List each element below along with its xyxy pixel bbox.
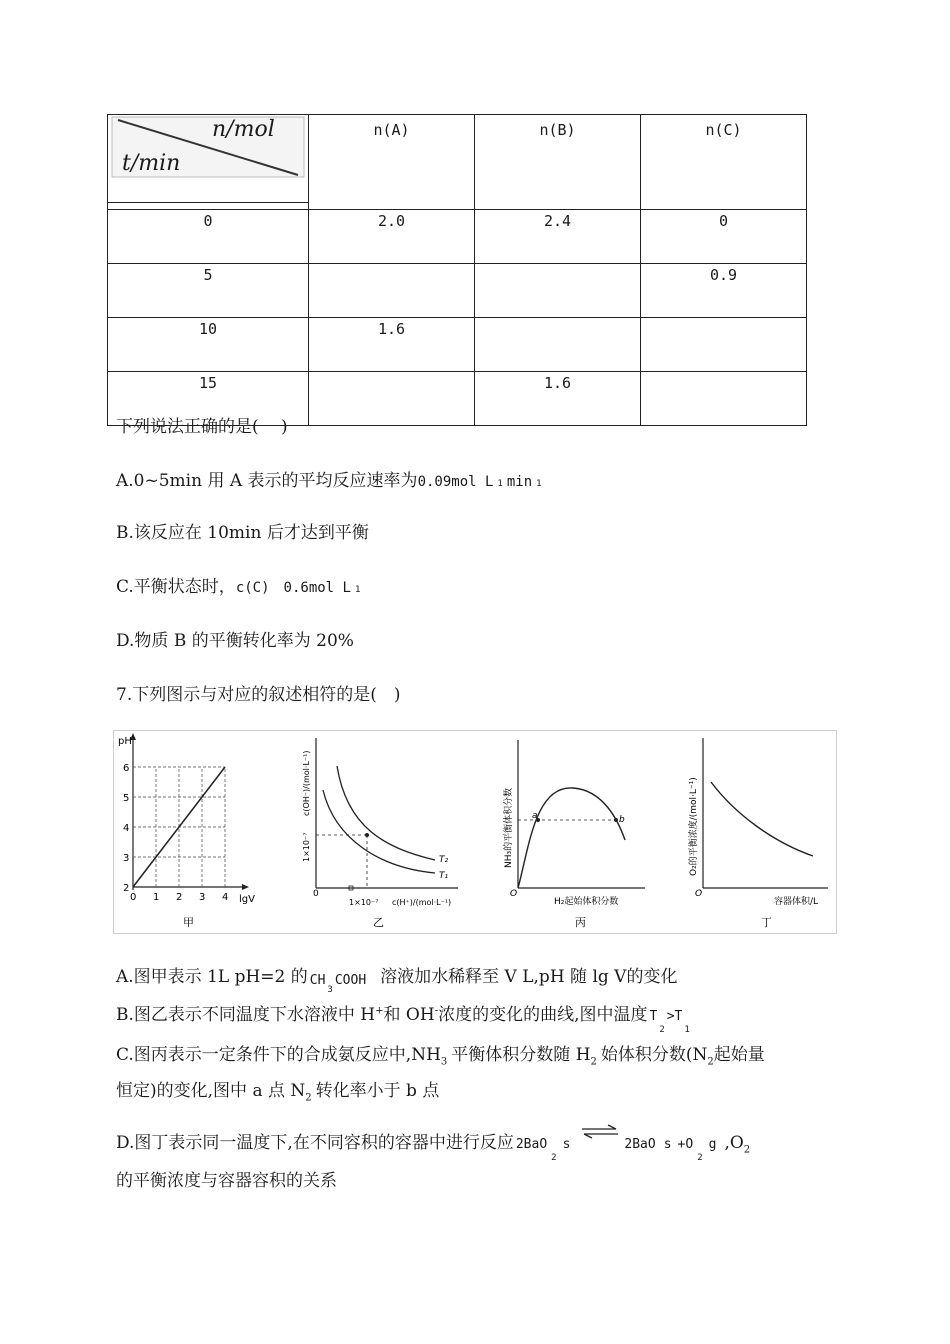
q7-b-post: 浓度的变化的曲线,图中温度 (438, 1005, 648, 1025)
q7-b-plus: + (375, 1005, 384, 1017)
table-row (108, 318, 807, 372)
q7-option-a (116, 962, 678, 995)
q7-c-mid: 平衡体积分数随 H (451, 1045, 591, 1065)
cell-t: 0 (108, 210, 309, 264)
bing-x-label: H₂起始体积分数 (554, 897, 619, 907)
q7-b-mid: 和 OH (383, 1005, 435, 1025)
cell-c (641, 372, 807, 426)
q6-option-a (116, 466, 542, 491)
q6-a-sup1: 1 (497, 479, 503, 489)
q6-stem: 下列说法正确的是( ) (116, 417, 288, 437)
data-table (107, 114, 807, 426)
q6-a-text: A.0~5min 用 A 表示的平均反应速率为 (116, 471, 418, 491)
q7-stem: 7.下列图示与对应的叙述相符的是( ) (116, 685, 401, 705)
q7-c2-sub: 2 (305, 1092, 312, 1104)
cell-c: 0.9 (641, 264, 807, 318)
q7-a-cooh: COOH (334, 973, 367, 988)
q7-figure (113, 730, 837, 934)
cell-a (309, 372, 475, 426)
table-header-row (108, 115, 807, 210)
q7-b-gt: >T (666, 1009, 683, 1024)
q7-option-d-line2: 的平衡浓度与容器容积的关系 (116, 1171, 337, 1191)
jia-y-tick-label: 2 (123, 883, 130, 894)
yi-caption: 乙 (373, 916, 384, 929)
cell-a: 1.6 (309, 318, 475, 372)
jia-x-tick-label: 4 (222, 892, 229, 903)
q6-option-b: B.该反应在 10min 后才达到平衡 (116, 523, 369, 543)
bing-label-a: a (532, 811, 538, 821)
q7-c-end: 起始量 (713, 1045, 765, 1065)
jia-y-tick-label: 6 (123, 763, 130, 774)
q7-d-g: g (708, 1137, 717, 1152)
q6-option-c (116, 572, 360, 597)
jia-x-tick-label: 2 (176, 892, 183, 903)
yi-y-tick: 1×10⁻⁷ (302, 832, 311, 862)
q7-d-p1: 2BaO (624, 1137, 656, 1152)
q7-d-s2: s (663, 1137, 672, 1152)
yi-x-tick: 1×10⁻⁷ (349, 898, 379, 907)
q7-c-nh3-sub: 3 (440, 1056, 448, 1068)
cell-a: 2.0 (309, 210, 475, 264)
ding-origin: O (695, 889, 703, 899)
cell-b: 1.6 (475, 372, 641, 426)
jia-x-label: lgV (239, 894, 255, 905)
header-n-mol: n/mol (212, 117, 275, 142)
q7-a-post: 溶液加水稀释至 V L,pH 随 lg V的变化 (380, 967, 678, 987)
bing-point-b (614, 818, 618, 822)
q7-b-minus: - (434, 1005, 439, 1017)
col-c-header: n(C) (641, 115, 807, 210)
q7-option-c-line2 (116, 1076, 439, 1103)
q7-c-pre: C.图丙表示一定条件下的合成氨反应中,NH (116, 1045, 441, 1065)
ding-caption: 丁 (761, 916, 772, 929)
table-row (108, 210, 807, 264)
bing-caption: 丙 (575, 916, 586, 929)
q7-option-b (116, 1000, 690, 1035)
q7-c-post: 始体积分数(N (600, 1045, 708, 1065)
col-a-header: n(A) (309, 115, 475, 210)
jia-y-tick-label: 5 (123, 793, 130, 804)
q7-a-sub: 3 (327, 985, 333, 995)
jia-x-tick-label: 3 (199, 892, 206, 903)
ding-y-label: O₂的平衡浓度/(mol·L⁻¹) (689, 777, 699, 876)
q6-c-sup: 1 (354, 585, 361, 595)
yi-y-label: c(OH⁻)/(mol·L⁻¹) (302, 750, 311, 816)
jia-y-tick-label: 4 (123, 823, 130, 834)
q7-option-d-line1 (116, 1128, 751, 1163)
q7-d-pre: D.图丁表示同一温度下,在不同容积的容器中进行反应 (116, 1133, 514, 1153)
q7-b-t1-sub: 1 (684, 1025, 690, 1035)
jia-y-label: pH (118, 736, 132, 747)
header-t-min: t/min (122, 151, 181, 176)
q7-c-h2-sub: 2 (590, 1056, 597, 1068)
bing-y-label: NH₃的平衡体积分数 (504, 787, 514, 868)
q6-a-value: 0.09mol L (417, 474, 494, 490)
q7-c2-pre: 恒定)的变化,图中 a 点 N (116, 1081, 306, 1101)
q7-option-c-line1 (116, 1040, 765, 1067)
q7-d-comma: ,O (724, 1133, 744, 1153)
cell-t: 10 (108, 318, 309, 372)
jia-caption: 甲 (183, 916, 194, 929)
figure-border (114, 731, 837, 934)
bing-label-b: b (619, 815, 625, 825)
cell-b (475, 318, 641, 372)
bing-origin: O (510, 889, 518, 899)
q7-c-n2-sub: 2 (707, 1056, 714, 1068)
q6-c-text: C.平衡状态时， (116, 577, 236, 597)
q7-d-r1: 2BaO (515, 1137, 548, 1152)
yi-t1-label: T₁ (439, 871, 449, 881)
cell-c: 0 (641, 210, 807, 264)
q7-c2-post: 转化率小于 b 点 (315, 1081, 440, 1101)
q7-d-o2-sub: 2 (697, 1153, 703, 1163)
q7-d-s1: s (562, 1137, 571, 1152)
cell-b (475, 264, 641, 318)
q7-b-pre: B.图乙表示不同温度下水溶液中 H (116, 1005, 376, 1025)
yi-point (365, 833, 369, 837)
diagonal-header-cell (108, 115, 309, 210)
yi-x-label: c(H⁺)/(mol·L⁻¹) (392, 898, 452, 907)
cell-a (309, 264, 475, 318)
cell-t: 15 (108, 372, 309, 426)
q7-d-o2-sub2: 2 (743, 1144, 751, 1156)
cell-b: 2.4 (475, 210, 641, 264)
q7-b-t2-sub: 2 (659, 1025, 665, 1035)
jia-y-tick-label: 3 (123, 853, 130, 864)
q6-c-value: c(C) 0.6mol L (235, 580, 351, 596)
jia-x-tick-label: 1 (153, 892, 160, 903)
q6-a-sup2: 1 (536, 479, 542, 489)
cell-c (641, 318, 807, 372)
q6-a-unit: min (506, 474, 533, 490)
q7-a-pre: A.图甲表示 1L pH=2 的 (116, 967, 308, 987)
table-row (108, 264, 807, 318)
ding-x-label: 容器体积/L (774, 897, 819, 907)
yi-origin: 0 (313, 889, 319, 899)
cell-t: 5 (108, 264, 309, 318)
q6-option-d: D.物质 B 的平衡转化率为 20% (116, 631, 354, 651)
col-b-header: n(B) (475, 115, 641, 210)
q7-d-r1-sub: 2 (551, 1153, 557, 1163)
q7-a-ch: CH (309, 973, 326, 988)
jia-x-tick-label: 0 (130, 892, 137, 903)
q7-b-t2: T (649, 1009, 658, 1024)
q7-d-plus: +O (677, 1137, 694, 1152)
yi-t2-label: T₂ (439, 855, 449, 865)
equilibrium-arrow-icon (580, 1124, 620, 1140)
